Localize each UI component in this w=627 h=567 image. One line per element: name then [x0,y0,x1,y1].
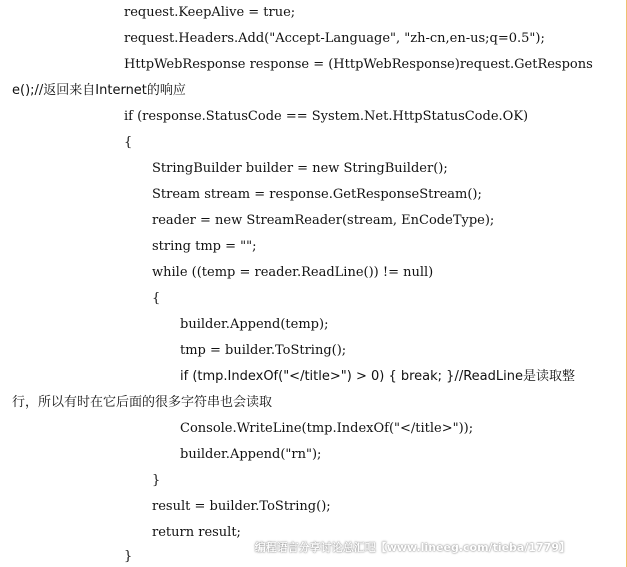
code-line: 行，所以有时在它后面的很多字符串也会读取 [12,395,273,410]
code-line: if (response.StatusCode == System.Net.HttpStatusCode.OK) [124,109,529,124]
code-line: HttpWebResponse response = (HttpWebResponse)request.GetRespons [124,57,593,72]
code-line: request.Headers.Add("Accept-Language", "zh-cn,en-us;q=0.5"); [124,31,545,46]
code-line: request.KeepAlive = true; [124,5,296,20]
code-line: { [124,135,133,150]
code-line: StringBuilder builder = new StringBuilder(); [152,161,448,176]
code-line: Console.WriteLine(tmp.IndexOf("</title>")); [180,421,474,436]
watermark-text: 编程语言分享讨论总汇吧【www.lineeg.com/tieba/1779】 [254,541,570,554]
code-line: builder.Append(temp); [180,317,329,332]
code-line: reader = new StreamReader(stream, EnCodeType); [152,213,495,228]
code-line: result = builder.ToString(); [152,499,331,514]
code-line: builder.Append("rn"); [180,447,322,462]
code-line: Stream stream = response.GetResponseStream(); [152,187,482,202]
code-line: tmp = builder.ToString(); [180,343,347,358]
code-line: while ((temp = reader.ReadLine()) != null) [152,265,434,280]
code-line: { [152,291,161,306]
code-line: e();//返回来自Internet的响应 [12,83,186,98]
code-line: if (tmp.IndexOf("</title>") > 0) { break; }//ReadLine是读取整 [180,369,575,384]
code-line: } [152,473,161,488]
code-line: } [124,549,133,564]
code-line: string tmp = ""; [152,239,257,254]
code-line: return result; [152,525,241,540]
